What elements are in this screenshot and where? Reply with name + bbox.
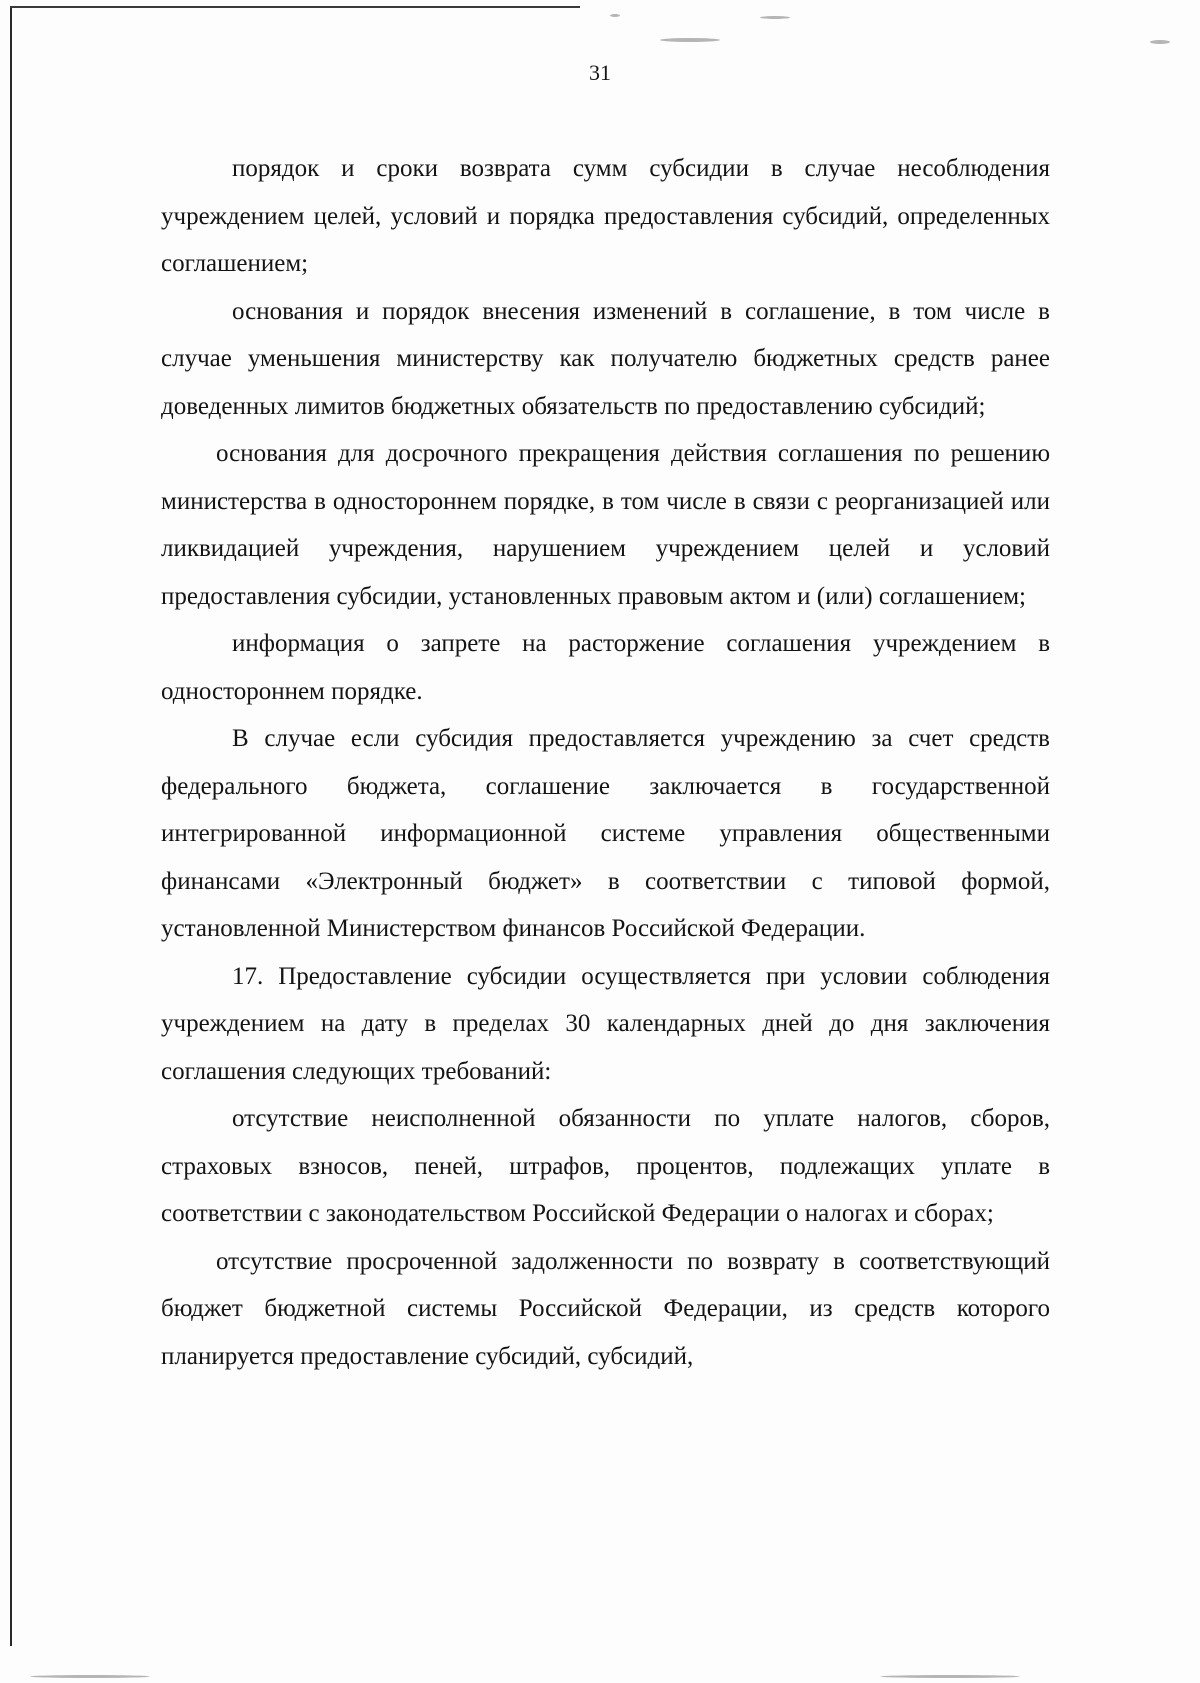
document-body (161, 145, 1050, 1380)
paragraph-federal-budget: В случае если субсидия предоставляется учреждению за счет средств федерального бюджета, соглашение заключается в государственной интегрированной информационной системе управления общественными финансами «Электронный бюджет» в соответствии с типовой формой, установленной Министерством финансов Российской Федерации. (161, 725, 1050, 942)
paragraph-amendment-grounds: основания и порядок внесения изменений в соглашение, в том числе в случае уменьшения министерству как получателю бюджетных средств ранее доведенных лимитов бюджетных обязательств по предоставлению субсидий; (161, 297, 1050, 420)
paragraph-early-termination: основания для досрочного прекращения действия соглашения по решению министерства в одностороннем порядке, в том числе в связи с реорганизацией или ликвидацией учреждения, нарушением учреждением целей и условий предоставления субсидии, установленных правовым актом и (или) соглашением; (161, 440, 1050, 610)
paragraph-no-tax-debt: отсутствие неисполненной обязанности по уплате налогов, сборов, страховых взносов, пеней, штрафов, процентов, подлежащих уплате в соответствии с законодательством Российской Федерации о налогах и сборах; (161, 1105, 1050, 1227)
paragraph-clause-17: 17. Предоставление субсидии осуществляется при условии соблюдения учреждением на дату в пределах 30 календарных дней до дня заключения соглашения следующих требований: (161, 962, 1050, 1085)
page-number: 31 (589, 60, 611, 85)
scan-speckle (880, 1675, 1020, 1678)
scan-edge-left (10, 6, 12, 1646)
scan-speckle (610, 14, 620, 17)
scan-speckle (660, 38, 720, 42)
scan-speckle (760, 16, 790, 19)
scan-edge-top (10, 6, 580, 8)
scan-speckle (1150, 40, 1170, 44)
paragraph-termination-ban: информация о запрете на расторжение соглашения учреждением в одностороннем порядке. (161, 630, 1050, 705)
paragraph-no-overdue-debt: отсутствие просроченной задолженности по возврату в соответствующий бюджет бюджетной системы Российской Федерации, из средств которого планируется предоставление субсидий, субсидий, (161, 1247, 1050, 1370)
paragraph-refund-procedure: порядок и сроки возврата сумм субсидии в случае несоблюдения учреждением целей, условий и порядка предоставления субсидий, определенных соглашением; (161, 155, 1050, 277)
scan-speckle (30, 1675, 150, 1678)
